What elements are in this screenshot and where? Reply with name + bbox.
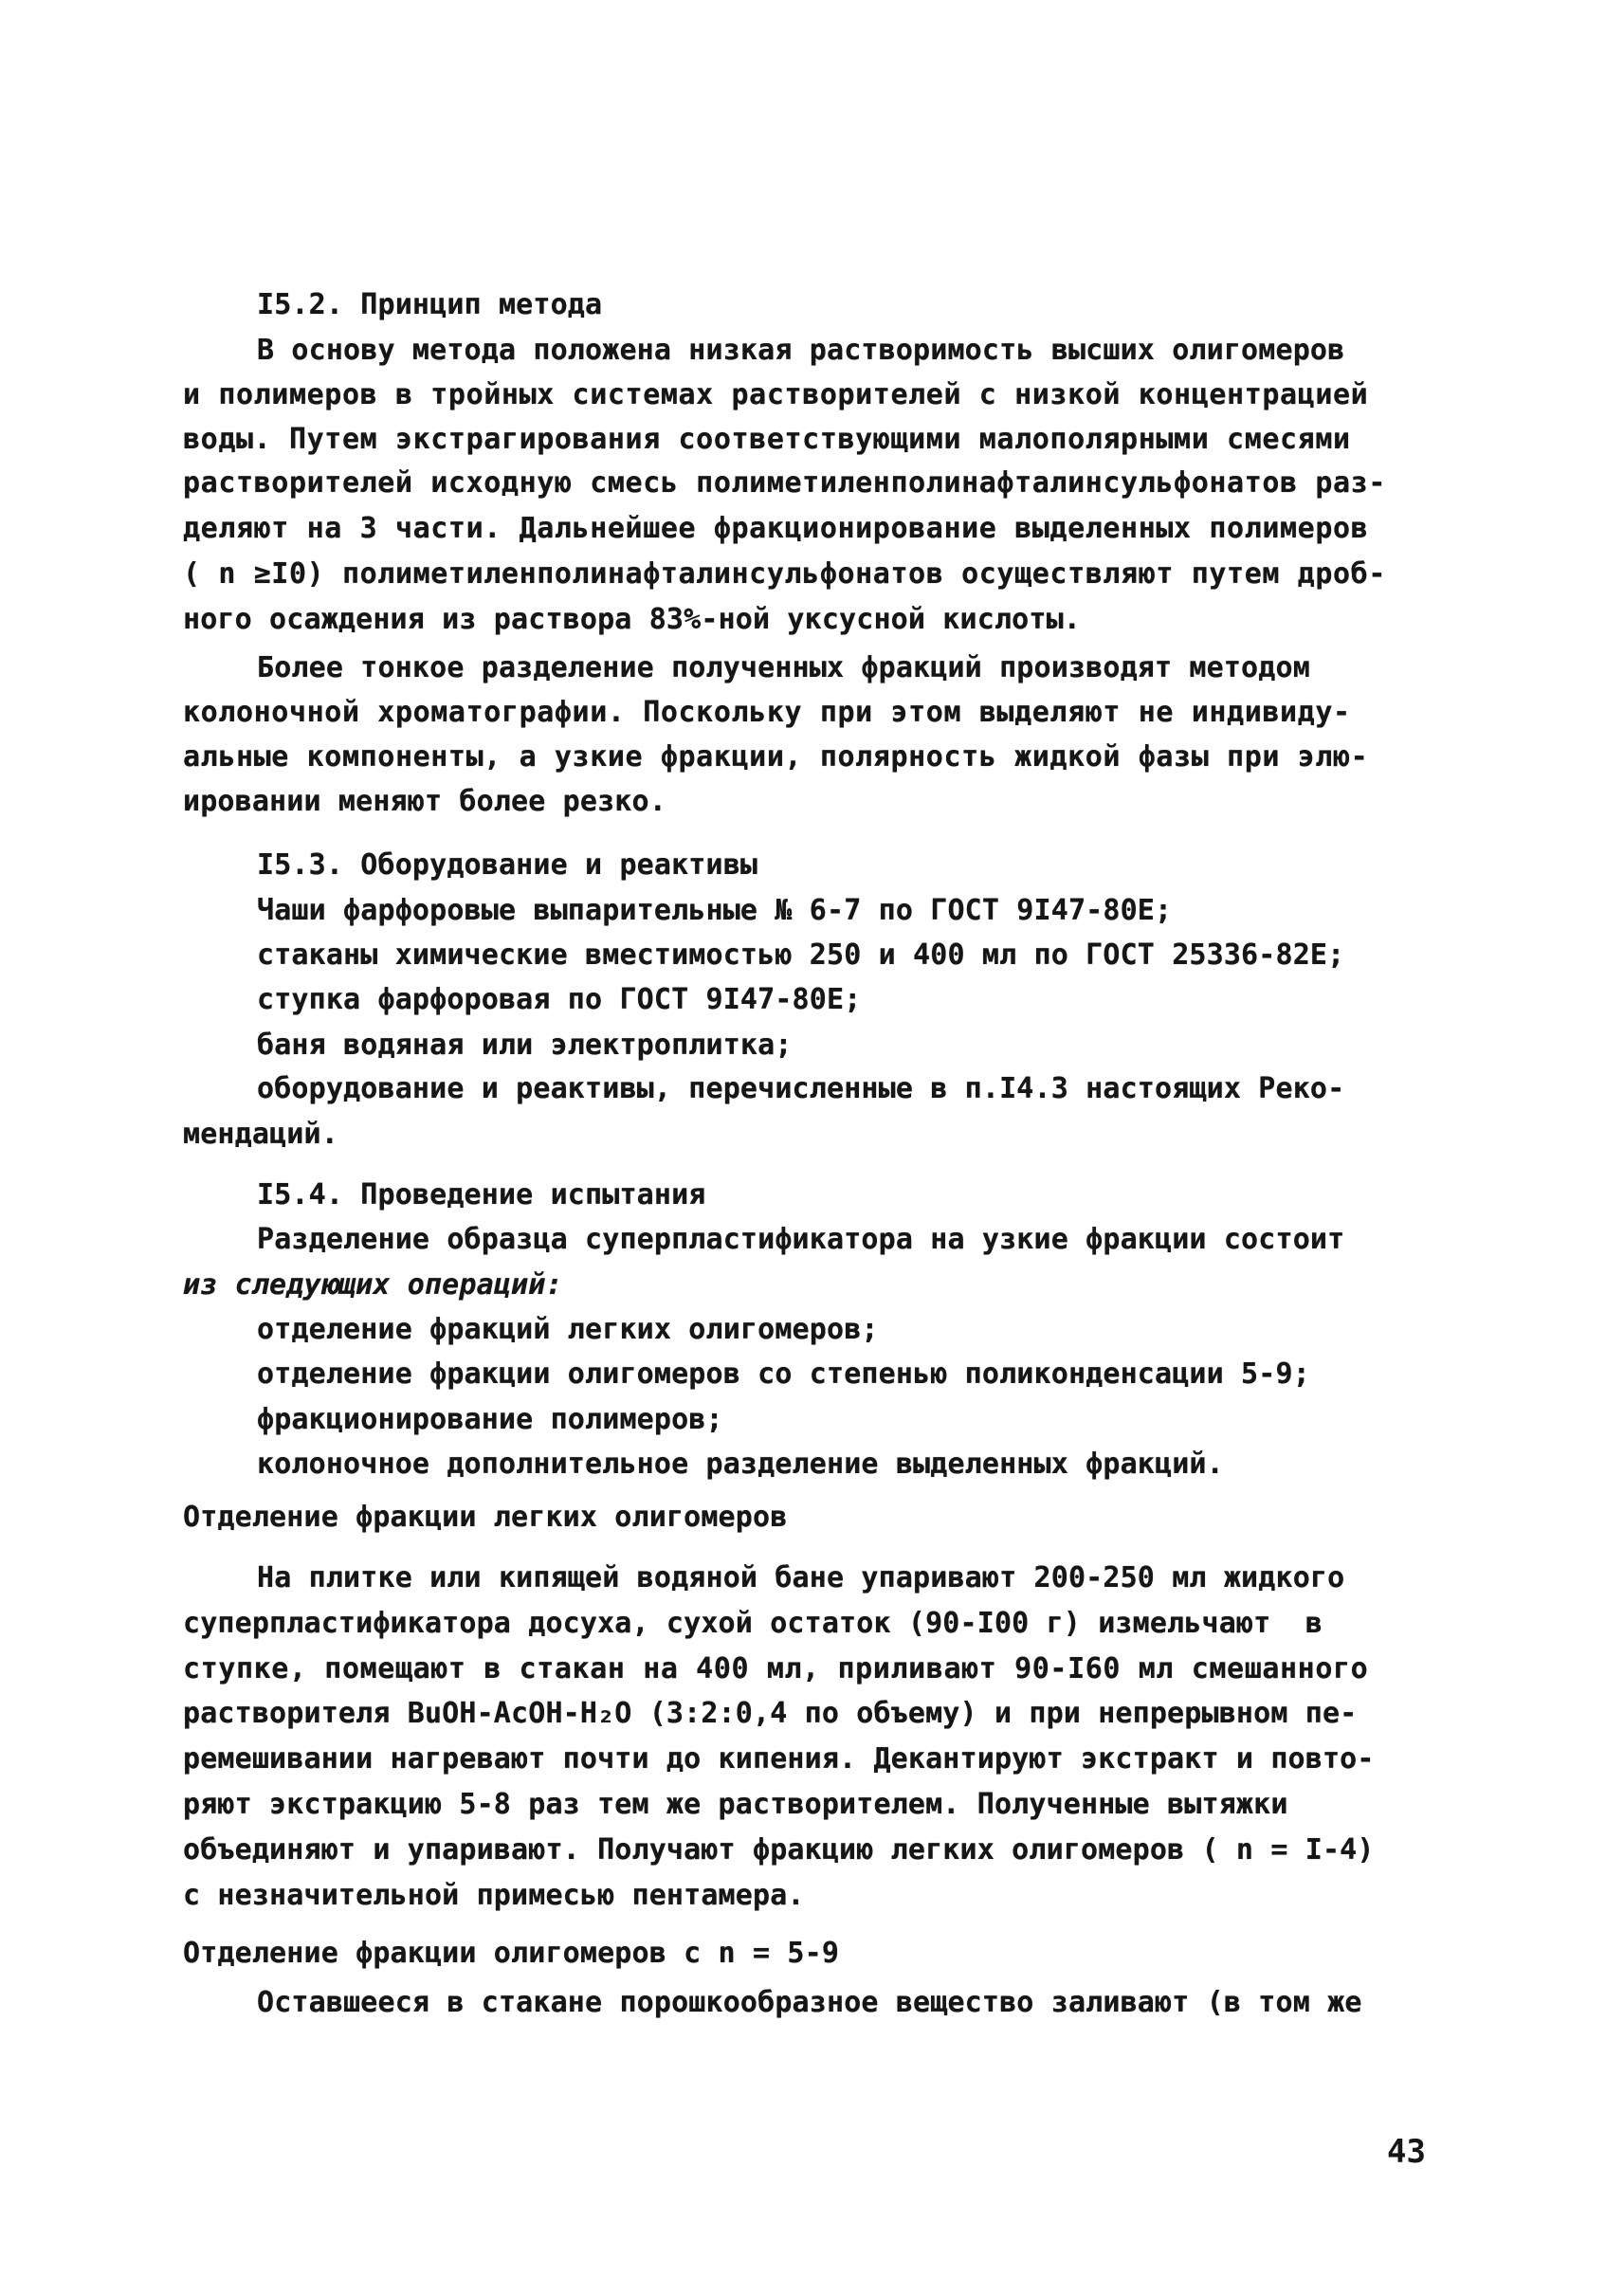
- text-line: ( n ≥I0) полиметиленполинафталинсульфонатов осуществляют путем дроб-: [183, 557, 1386, 591]
- text-line: с незначительной примесью пентамера.: [183, 1879, 805, 1912]
- list-item: оборудование и реактивы, перечисленные в п.I4.3 настоящих Реко-: [257, 1072, 1345, 1105]
- section-heading-15-2: I5.2. Принцип метода: [257, 288, 603, 321]
- text-line: растворителя BuOH-AcOH-H₂O (3:2:0,4 по объему) и при непрерывном пе-: [183, 1697, 1358, 1730]
- text-line: альные компоненты, а узкие фракции, полярность жидкой фазы при элю-: [183, 740, 1369, 774]
- text-line: и полимеров в тройных системах растворителей с низкой концентрацией: [183, 378, 1369, 411]
- text-line: колоночной хроматографии. Поскольку при этом выделяют не индивиду-: [183, 696, 1351, 729]
- text-line: суперпластификатора досуха, сухой остаток (90-I00 г) измельчают в: [183, 1607, 1323, 1640]
- list-item: отделение фракций легких олигомеров;: [257, 1313, 879, 1346]
- text-line: ировании меняют более резко.: [183, 785, 666, 818]
- text-line: ступке, помещают в стакан на 400 мл, приливают 90-I60 мл смешанного: [183, 1652, 1369, 1685]
- section-heading-15-3: I5.3. Оборудование и реактивы: [257, 848, 758, 882]
- text-line: ремешивании нагревают почти до кипения. Декантируют экстракт и повто-: [183, 1742, 1375, 1776]
- list-item: стаканы химические вместимостью 250 и 400 мл по ГОСТ 25336-82Е;: [257, 938, 1345, 972]
- text-line: воды. Путем экстрагирования соответствующими малополярными смесями: [183, 423, 1351, 456]
- text-line: объединяют и упаривают. Получают фракцию легких олигомеров ( n = I-4): [183, 1833, 1375, 1867]
- text-line: из следующих операций:: [183, 1268, 563, 1302]
- text-line: деляют на 3 части. Дальнейшее фракционирование выделенных полимеров: [183, 512, 1369, 545]
- text-line: Более тонкое разделение полученных фракций производят методом: [257, 651, 1310, 684]
- list-item: баня водяная или электроплитка;: [257, 1029, 793, 1062]
- text-line: мендаций.: [183, 1118, 338, 1151]
- text-line: ряют экстракцию 5-8 раз тем же растворителем. Полученные вытяжки: [183, 1788, 1288, 1821]
- text-line: На плитке или кипящей водяной бане упаривают 200-250 мл жидкого: [257, 1561, 1345, 1594]
- list-item: колоночное дополнительное разделение выделенных фракций.: [257, 1448, 1224, 1481]
- section-heading-15-4: I5.4. Проведение испытания: [257, 1178, 706, 1211]
- text-line: Оставшееся в стакане порошкообразное вещество заливают (в том же: [257, 1986, 1362, 2019]
- list-item: отделение фракции олигомеров со степенью поликонденсации 5-9;: [257, 1357, 1310, 1391]
- text-line: растворителей исходную смесь полиметиленполинафталинсульфонатов раз-: [183, 466, 1386, 500]
- list-item: Чаши фарфоровые выпарительные № 6-7 по ГОСТ 9I47-80Е;: [257, 894, 1173, 927]
- page-number: 43: [1387, 2133, 1426, 2171]
- subheading-oligomers-5-9: Отделение фракции олигомеров с n = 5-9: [183, 1937, 840, 1970]
- list-item: ступка фарфоровая по ГОСТ 9I47-80Е;: [257, 983, 862, 1016]
- text-line: В основу метода положена низкая растворимость высших олигомеров: [257, 334, 1345, 367]
- text-line: ного осаждения из раствора 83%-ной уксусной кислоты.: [183, 603, 1081, 636]
- list-item: фракционирование полимеров;: [257, 1403, 723, 1436]
- subheading-light-oligomers: Отделение фракции легких олигомеров: [183, 1501, 788, 1534]
- text-line: Разделение образца суперпластификатора на узкие фракции состоит: [257, 1223, 1345, 1256]
